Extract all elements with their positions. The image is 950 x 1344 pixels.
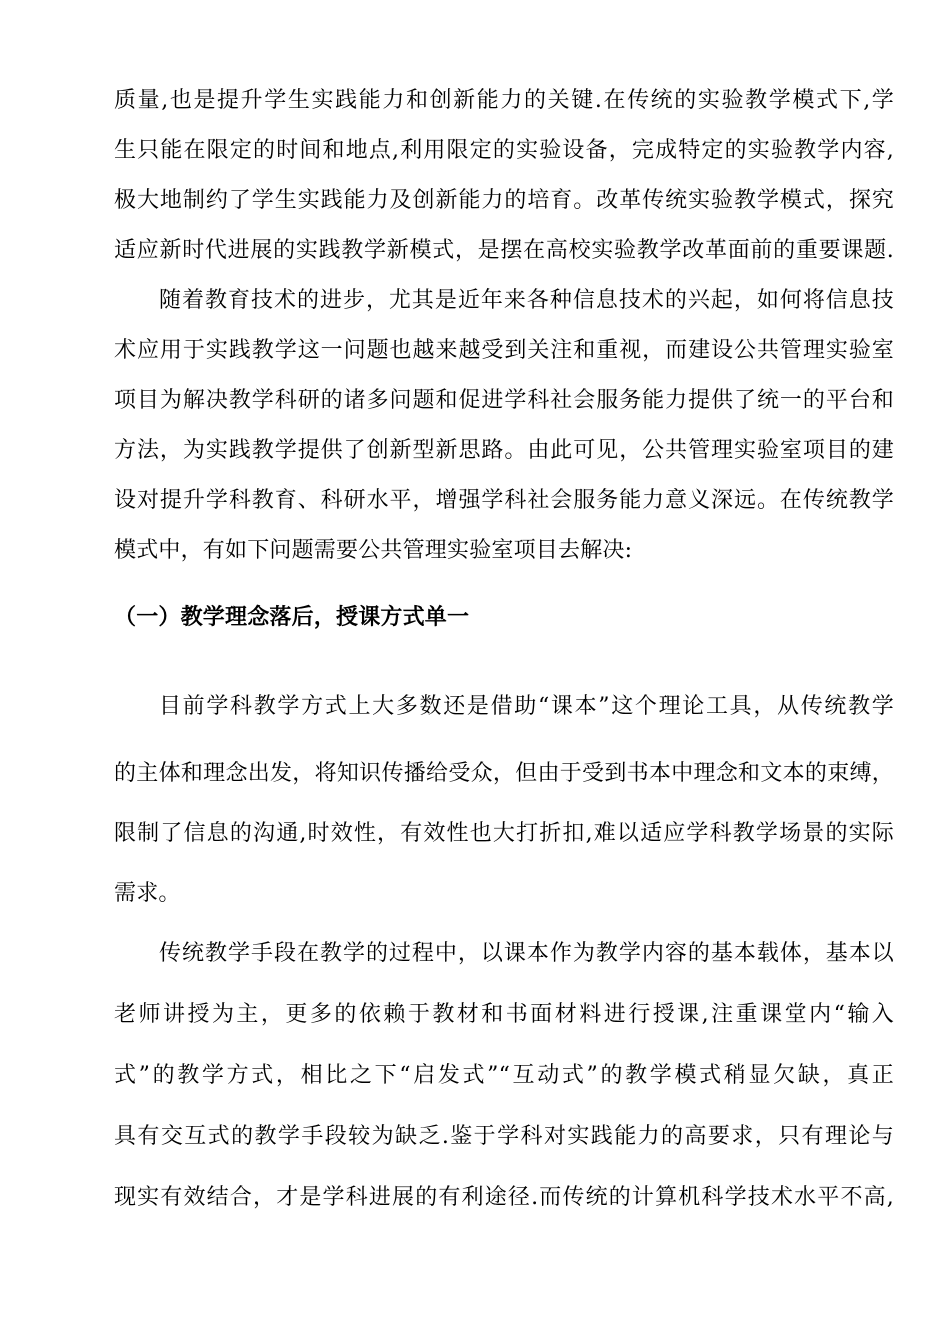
- paragraph-line: 限制了信息的沟通,时效性，有效性也大打折扣,难以适应学科教学场景的实际: [114, 821, 894, 846]
- section-heading: （一）教学理念落后，授课方式单一: [114, 604, 470, 630]
- paragraph-line: 质量,也是提升学生实践能力和创新能力的关键.在传统的实验教学模式下,学: [114, 88, 894, 113]
- paragraph-line: 方法，为实践教学提供了创新型新思路。由此可见，公共管理实验室项目的建: [114, 438, 894, 463]
- paragraph-line: 的主体和理念出发，将知识传播给受众，但由于受到书本中理念和文本的束缚，: [114, 761, 894, 786]
- paragraph-line: 设对提升学科教育、科研水平，增强学科社会服务能力意义深远。在传统教学: [114, 488, 894, 513]
- paragraph-line: 需求。: [114, 881, 181, 906]
- paragraph-line: 模式中，有如下问题需要公共管理实验室项目去解决:: [114, 538, 633, 563]
- paragraph-line: 传统教学手段在教学的过程中，以课本作为教学内容的基本载体，基本以: [159, 941, 894, 966]
- paragraph-line: 老师讲授为主，更多的依赖于教材和书面材料进行授课,注重课堂内“输入: [114, 1002, 894, 1027]
- paragraph-line: 适应新时代进展的实践教学新模式，是摆在高校实验教学改革面前的重要课题.: [114, 238, 894, 263]
- paragraph-line: 极大地制约了学生实践能力及创新能力的培育。改革传统实验教学模式，探究: [114, 188, 894, 213]
- paragraph-line: 随着教育技术的进步，尤其是近年来各种信息技术的兴起，如何将信息技: [159, 288, 894, 313]
- paragraph-line: 生只能在限定的时间和地点,利用限定的实验设备，完成特定的实验教学内容,: [114, 138, 894, 163]
- paragraph-line: 目前学科教学方式上大多数还是借助“课本”这个理论工具，从传统教学: [159, 694, 894, 719]
- paragraph-line: 具有交互式的教学手段较为缺乏.鉴于学科对实践能力的高要求，只有理论与: [114, 1124, 894, 1149]
- paragraph-line: 式”的教学方式，相比之下“启发式”“互动式”的教学模式稍显欠缺，真正: [114, 1063, 894, 1088]
- paragraph-line: 术应用于实践教学这一问题也越来越受到关注和重视，而建设公共管理实验室: [114, 338, 894, 363]
- paragraph-line: 项目为解决教学科研的诸多问题和促进学科社会服务能力提供了统一的平台和: [114, 388, 894, 413]
- paragraph-line: 现实有效结合，才是学科进展的有利途径.而传统的计算机科学技术水平不高,: [114, 1185, 894, 1210]
